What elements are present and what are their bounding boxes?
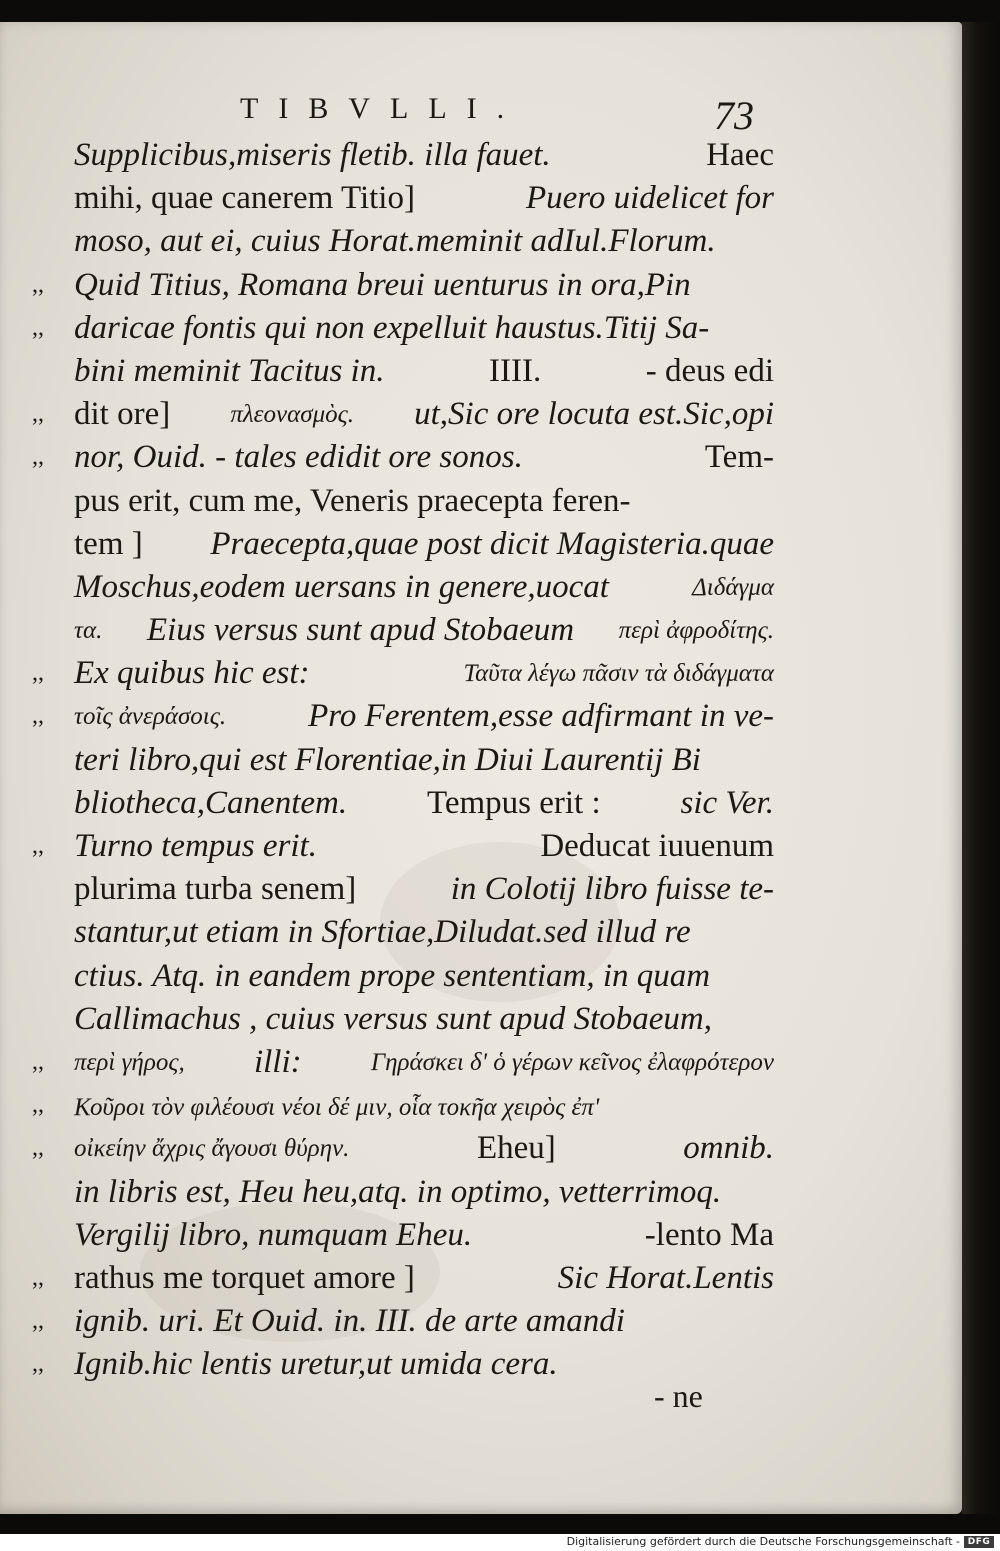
text-line xyxy=(32,1127,774,1170)
commentary-text: Vergilij libro, numquam Eheu. xyxy=(74,1216,473,1253)
greek-text: περὶ γήρος, xyxy=(74,1048,185,1076)
page-edge-shadow xyxy=(962,22,1000,1514)
text-block xyxy=(32,134,774,1386)
text-line xyxy=(74,523,774,566)
greek-text: Κοῦροι τὸν φιλέουσι νέοι δέ μιν, οἷα τοκῆα χειρὸς ἐπ' xyxy=(74,1094,600,1122)
book-page xyxy=(0,22,962,1514)
commentary-text: in libris est, Heu heu,atq. in optimo, vetterrimoq. xyxy=(74,1173,722,1210)
quotation-marker: ,, xyxy=(32,444,44,471)
commentary-text: Pro Ferentem,esse adfirmant in ve- xyxy=(308,698,774,735)
text-line xyxy=(74,220,774,263)
text-line xyxy=(74,350,774,393)
commentary-text: Sic Horat.Lentis xyxy=(557,1259,774,1296)
text-line xyxy=(74,782,774,825)
commentary-text: daricae fontis qui non expelluit haustus.Titij Sa- xyxy=(74,309,710,346)
verse-text: Tempus erit : xyxy=(426,784,601,821)
quotation-marker: ,, xyxy=(32,1264,44,1291)
commentary-text: illi: xyxy=(253,1043,302,1080)
text-line xyxy=(74,134,774,177)
verse-text: pus erit, cum me, Veneris praecepta feren- xyxy=(74,482,631,519)
text-line xyxy=(32,393,774,436)
text-line xyxy=(32,264,774,307)
greek-text: Ταῦτα λέγω πᾶσιν τὰ διδάγματα xyxy=(463,660,774,688)
text-line xyxy=(74,1171,774,1214)
text-line xyxy=(74,609,774,652)
commentary-text: ctius. Atq. in eandem prope sententiam, in quam xyxy=(74,957,711,994)
commentary-text: sic Ver. xyxy=(680,784,774,821)
greek-text: περὶ ἀφροδίτης. xyxy=(618,617,774,645)
text-line xyxy=(32,1257,774,1300)
greek-text: πλεονασμὸς. xyxy=(230,401,355,429)
commentary-text: stantur,ut etiam in Sfortiae,Diludat.sed illud re xyxy=(74,914,691,951)
commentary-text: Eius versus sunt apud Stobaeum xyxy=(146,612,575,649)
commentary-text: ignib. uri. Et Ouid. in. III. de arte amandi xyxy=(74,1303,625,1340)
commentary-text: nor, Ouid. - tales edidit ore sonos. xyxy=(74,439,523,476)
quotation-marker: ,, xyxy=(32,1351,44,1378)
verse-text: tem ] xyxy=(74,525,143,562)
commentary-text: in Colotij libro fuisse te- xyxy=(450,871,774,908)
quotation-marker: ,, xyxy=(32,1135,44,1162)
commentary-text: Turno tempus erit. xyxy=(74,828,317,864)
greek-text: Γηράσκει δ' ὁ γέρων κεῖνος ἐλαφρότερον xyxy=(370,1048,774,1076)
quotation-marker: ,, xyxy=(32,401,44,428)
digitization-footer xyxy=(0,1534,1000,1551)
page-number: 73 xyxy=(714,93,754,138)
commentary-text: omnib. xyxy=(683,1130,774,1167)
greek-text: τα. xyxy=(74,617,103,645)
verse-text: IIII. xyxy=(488,352,542,389)
commentary-text: Quid Titius, Romana breui uenturus in ora,Pin xyxy=(74,266,691,303)
verse-text: plurima turba senem] xyxy=(74,871,357,908)
commentary-text: bini meminit Tacitus in. xyxy=(74,352,385,389)
verse-text: -lento Ma xyxy=(644,1216,774,1253)
text-line xyxy=(74,739,774,782)
commentary-text: Supplicibus,miseris fletib. illa fauet. xyxy=(74,137,551,173)
commentary-text: bliotheca,Canentem. xyxy=(74,784,348,821)
quotation-marker: ,, xyxy=(32,703,44,730)
text-line xyxy=(74,998,774,1041)
quotation-marker: ,, xyxy=(32,660,44,687)
verse-text: mihi, quae canerem Titio] xyxy=(74,180,415,217)
text-line xyxy=(74,955,774,998)
verse-text: dit ore] xyxy=(74,396,171,433)
verse-text: Eheu] xyxy=(476,1130,556,1167)
quotation-marker: ,, xyxy=(32,1308,44,1335)
bottom-edge xyxy=(0,1514,1000,1534)
running-head: TIBVLLI. xyxy=(240,92,525,125)
greek-text: τοῖς ἀνεράσοις. xyxy=(74,703,227,731)
quotation-marker: ,, xyxy=(32,314,44,341)
greek-text: Διδάγμα xyxy=(692,573,774,601)
text-line xyxy=(74,911,774,954)
verse-text: - deus edi xyxy=(645,352,774,389)
catchword: - ne xyxy=(654,1378,703,1414)
quotation-marker: ,, xyxy=(32,833,44,859)
footer-credit: Digitalisierung gefördert durch die Deutsche Forschungsgemeinschaft - xyxy=(566,1535,960,1548)
text-line xyxy=(74,480,774,523)
text-line xyxy=(32,307,774,350)
commentary-text: Ex quibus hic est: xyxy=(74,655,310,692)
text-line xyxy=(32,825,774,868)
commentary-text: moso, aut ei, cuius Horat.meminit adIul.Florum. xyxy=(74,223,716,260)
greek-text: οἰκείην ἄχρις ἄγουσι θύρην. xyxy=(74,1135,350,1163)
commentary-text: Callimachus , cuius versus sunt apud Stobaeum, xyxy=(74,1000,712,1037)
text-line xyxy=(74,566,774,609)
verse-text: rathus me torquet amore ] xyxy=(74,1259,415,1296)
commentary-text: Praecepta,quae post dicit Magisteria.quae xyxy=(210,525,774,562)
verse-text: Tem- xyxy=(704,439,774,476)
text-line xyxy=(32,1041,774,1084)
commentary-text: Puero uidelicet for xyxy=(525,180,774,217)
quotation-marker: ,, xyxy=(32,1048,44,1075)
dfg-logo: DFG xyxy=(964,1536,994,1548)
commentary-text: ut,Sic ore locuta est.Sic,opi xyxy=(414,396,774,433)
text-line xyxy=(32,695,774,738)
text-line xyxy=(32,652,774,695)
commentary-text: Moschus,eodem uersans in genere,uocat xyxy=(74,568,609,605)
text-line xyxy=(74,1214,774,1257)
verse-text: Deducat iuuenum xyxy=(540,828,774,864)
text-line xyxy=(74,868,774,911)
verse-text: Haec xyxy=(706,137,774,173)
quotation-marker: ,, xyxy=(32,1092,44,1119)
text-line xyxy=(74,177,774,220)
commentary-text: teri libro,qui est Florentiae,in Diui Laurentij Bi xyxy=(74,741,701,778)
quotation-marker: ,, xyxy=(32,271,44,298)
commentary-text: Ignib.hic lentis uretur,ut umida cera. xyxy=(74,1346,558,1383)
text-line xyxy=(32,1300,774,1343)
text-line xyxy=(32,436,774,479)
text-line xyxy=(32,1084,774,1127)
